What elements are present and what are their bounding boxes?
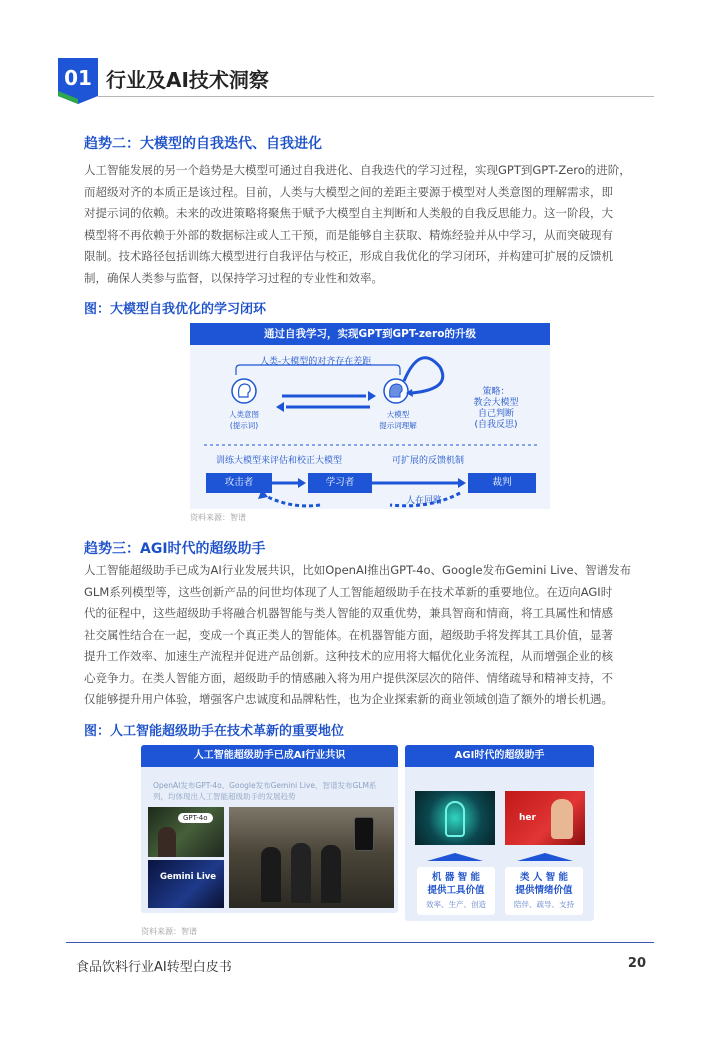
train-label: 训练大模型来评估和校正大模型 — [216, 456, 343, 466]
strategy-text — [456, 387, 536, 431]
page-title: 行业及AI技术洞察 — [106, 68, 269, 92]
panel-title: AGI时代的超级助手 — [405, 745, 594, 767]
machine-title-line: 提供工具价值 — [427, 885, 485, 896]
machine-subtitle: 效率、生产、创造 — [426, 900, 486, 909]
panel-arrows — [405, 849, 594, 869]
paragraph-line: 仅能够提升用户体验，增强客户忠诚度和品牌粘性，也为企业探索新的商业领域创造了额外的增长机遇。 — [84, 692, 613, 706]
human-title-line: 提供情绪价值 — [515, 885, 573, 896]
judge-box: 裁判 — [468, 473, 536, 493]
paragraph-line: 制，确保人类参与监督，以保持学习过程的专业性和效率。 — [84, 270, 383, 285]
strategy-line: 策略： — [482, 387, 510, 397]
figure-caption-1: 图：大模型自我优化的学习闭环 — [84, 302, 267, 317]
gpt4o-photo — [148, 807, 224, 857]
footer-title: 食品饮料行业AI转型白皮书 — [76, 960, 232, 975]
machine-intelligence-card — [417, 867, 495, 915]
paragraph-line: GLM系列模型等，这些创新产品的问世均体现了人工智能超级助手在技术革新的重要地位。在迈向AGI时 — [84, 584, 613, 599]
human-subtitle: 陪伴、疏导、支持 — [514, 900, 574, 909]
model-understanding-label: 大模型 提示词理解 — [379, 410, 417, 430]
panel-title: 人工智能超级助手已成AI行业共识 — [141, 745, 398, 767]
attacker-box: 攻击者 — [206, 473, 272, 493]
figure-source-2: 资料来源：智谱 — [141, 927, 197, 936]
section-heading-trend2: 趋势二：大模型的自我迭代、自我进化 — [84, 136, 322, 152]
paragraph-line: 代的征程中，这些超级助手将融合机器智能与类人智能的双重优势，兼具智商和情商，将工具属性和情感 — [84, 606, 613, 620]
diagram-title: 通过自我学习，实现GPT到GPT-zero的升级 — [190, 323, 550, 345]
machine-title — [417, 867, 495, 897]
strategy-line: 教会大模型 — [473, 398, 519, 408]
ai-assistant-consensus-panel — [141, 745, 398, 913]
alignment-gap-label: 人类-大模型的对齐存在差距 — [260, 357, 372, 367]
agi-super-assistant-panel — [405, 745, 594, 921]
figure-caption-2: 图：人工智能超级助手在技术革新的重要地位 — [84, 724, 345, 739]
strategy-line: 自己判断 — [477, 409, 514, 419]
figure-source-1: 资料来源：智谱 — [190, 513, 246, 522]
learning-loop-diagram — [190, 323, 550, 509]
paragraph-line: 心竞争力。在类人智能方面，超级助手的情感融入将为用户提供深层次的陪伴、情绪疏导和精神支持，不 — [84, 670, 613, 685]
paragraph-trend2 — [84, 160, 644, 289]
paragraph-line: 对提示词的依赖。未来的改进策略将聚焦于赋予大模型自主判断和人类般的自我反思能力。这一阶段，大 — [84, 206, 613, 220]
human-intelligence-card — [505, 867, 583, 915]
demo-stage-photo — [229, 807, 394, 908]
her-movie-label: her — [519, 813, 536, 823]
human-intent-label: 人类意图 (提示词) — [229, 410, 259, 430]
human-in-loop-label: 人在回路 — [406, 496, 443, 506]
gpt4o-label: GPT-4o — [178, 813, 213, 823]
header-divider — [98, 96, 654, 97]
section-heading-trend3: 趋势三：AGI时代的超级助手 — [84, 541, 266, 557]
machine-title-line: 机 器 智 能 — [432, 872, 480, 883]
machine-intelligence-image — [415, 791, 495, 845]
her-movie-image — [505, 791, 585, 845]
paragraph-line: 限制。技术路径包括训练大模型进行自我评估与校正，形成自我优化的学习闭环，并构建可扩展的反馈机 — [84, 249, 613, 263]
paragraph-line: 而超级对齐的本质正是该过程。目前，人类与大模型之间的差距主要源于模型对人类意图的理解需求，即 — [84, 184, 613, 199]
panel-description: OpenAI发布GPT-4o、Google发布Gemini Live、智谱发布GLM系列，均体现出人工智能超级助手的发展趋势 — [153, 781, 377, 801]
feedback-label: 可扩展的反馈机制 — [392, 456, 465, 466]
paragraph-line: 社交属性结合在一起，变成一个真正类人的智能体。在机器智能方面，超级助手将发挥其工具价值，显著 — [84, 627, 613, 642]
strategy-line: (自我反思) — [474, 420, 518, 430]
paragraph-line: 模型将不再依赖于外部的数据标注或人工干预，而是能够自主获取、精炼经验并从中学习，从而突破现有 — [84, 227, 613, 242]
section-number: 01 — [64, 66, 92, 90]
gemini-live-photo — [148, 860, 224, 908]
paragraph-trend3 — [84, 560, 644, 711]
paragraph-line: 人工智能发展的另一个趋势是大模型可通过自我进化、自我迭代的学习过程，实现GPT到GPT-Zero的进阶， — [84, 163, 631, 177]
footer-divider — [66, 942, 654, 943]
paragraph-line: 提升工作效率、加速生产流程并促进产品创新。这种技术的应用将大幅优化业务流程，从而增强企业的核 — [84, 649, 613, 663]
learner-box: 学习者 — [308, 473, 372, 493]
gemini-live-label: Gemini Live — [160, 872, 217, 882]
human-title-line: 类 人 智 能 — [520, 872, 568, 883]
paragraph-line: 人工智能超级助手已成为AI行业发展共识，比如OpenAI推出GPT-4o、Google发布Gemini Live、智谱发布 — [84, 563, 632, 577]
page-number: 20 — [627, 956, 646, 971]
human-title — [505, 867, 583, 897]
